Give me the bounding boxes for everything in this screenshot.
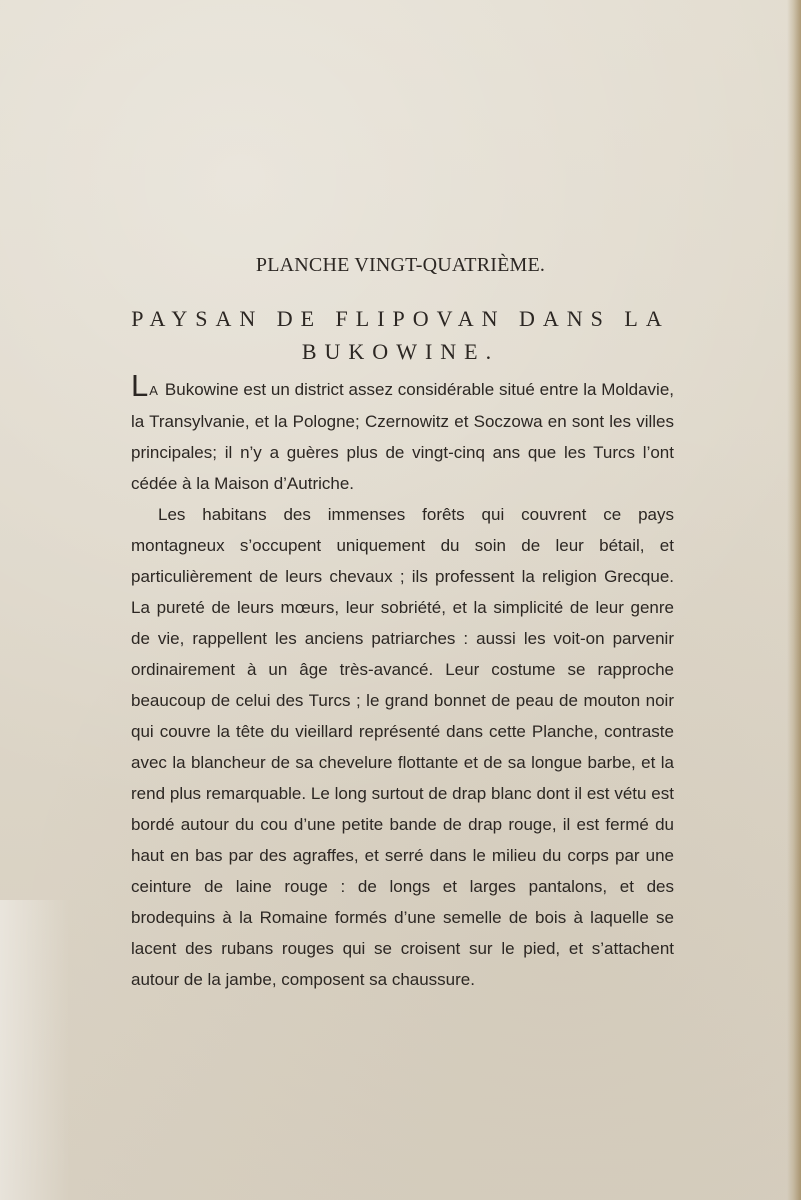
small-caps-lead: A (149, 383, 159, 398)
section-heading-line-2: BUKOWINE. (301, 339, 500, 364)
page-corner-light (0, 900, 70, 1200)
body-text (131, 368, 674, 995)
paragraph-1-text: Bukowine est un district assez considérable situé entre la Moldavie, la Transylvanie, et la Pologne; Czernowitz et Soczowa en sont les villes principales; il n’y a guères plus de vingt-cinq ans que les Turcs l’ont cédée à la Maison d’Autriche. (131, 380, 674, 493)
paragraph-2: Les habitans des immenses forêts qui couvrent ce pays montagneux s’occupent uniquement du soin de leur bétail, et particulièrement de leurs chevaux ; ils professent la religion Grecque. La pureté de leurs mœurs, leur sobriété, et la simplicité de leur genre de vie, rappellent les anciens patriarches : aussi les voit-on parvenir ordinairement à un âge très-avancé. Leur costume se rapproche beaucoup de celui des Turcs ; le grand bonnet de peau de mouton noir qui couvre la tête du vieillard représenté dans cette Planche, contraste avec la blancheur de sa chevelure flottante et de sa longue barbe, et la rend plus remarquable. Le long surtout de drap blanc dont il est vétu est bordé autour du cou d’une petite bande de drap rouge, il est fermé du haut en bas par des agraffes, et serré dans le milieu du corps par une ceinture de laine rouge : de longs et larges pantalons, et des brodequins à la Romaine formés d’une semelle de bois à laquelle se lacent des rubans rouges qui se croisent sur le pied, et s’attachent autour de la jambe, composent sa chaussure. (131, 505, 674, 989)
section-heading-line-1: PAYSAN DE FLIPOVAN DANS LA (131, 306, 670, 331)
paragraph-1 (131, 368, 674, 499)
page-edge-shadow (787, 0, 801, 1200)
plate-title: PLANCHE VINGT-QUATRIÈME. (255, 254, 546, 276)
drop-cap: L (131, 368, 149, 403)
